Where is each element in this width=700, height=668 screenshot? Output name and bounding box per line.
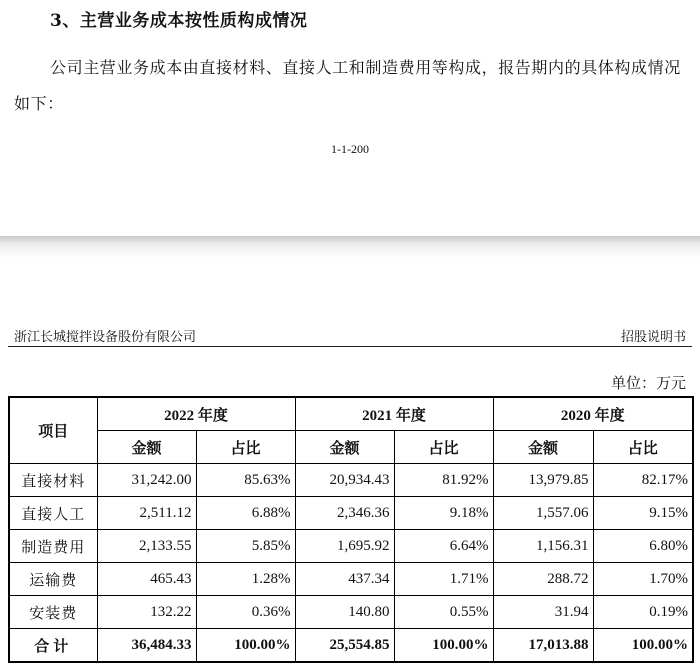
ratio-header: 占比	[593, 431, 693, 464]
ratio-cell: 100.00%	[593, 629, 693, 663]
amount-cell: 132.22	[97, 596, 196, 629]
amount-cell: 1,557.06	[493, 497, 593, 530]
table-row	[9, 464, 693, 497]
amount-cell: 2,511.12	[97, 497, 196, 530]
amount-cell: 31,242.00	[97, 464, 196, 497]
ratio-cell: 81.92%	[394, 464, 493, 497]
table-row	[9, 497, 693, 530]
row-item-label: 直接材料	[9, 464, 97, 497]
table-row	[9, 530, 693, 563]
amount-cell: 20,934.43	[295, 464, 394, 497]
ratio-cell: 9.15%	[593, 497, 693, 530]
amount-cell: 1,695.92	[295, 530, 394, 563]
table-row	[9, 629, 693, 663]
document-type: 招股说明书	[620, 330, 686, 345]
amount-cell: 437.34	[295, 563, 394, 596]
ratio-cell: 1.28%	[196, 563, 295, 596]
amount-cell: 465.43	[97, 563, 196, 596]
ratio-cell: 6.88%	[196, 497, 295, 530]
page-number: 1-1-200	[331, 142, 369, 156]
ratio-cell: 1.70%	[593, 563, 693, 596]
year-header: 2021 年度	[295, 397, 493, 431]
page-break	[0, 236, 700, 258]
ratio-header: 占比	[196, 431, 295, 464]
table-header-row	[9, 397, 693, 431]
ratio-cell: 6.64%	[394, 530, 493, 563]
ratio-cell: 85.63%	[196, 464, 295, 497]
year-header: 2020 年度	[493, 397, 693, 431]
ratio-cell: 1.71%	[394, 563, 493, 596]
ratio-cell: 6.80%	[593, 530, 693, 563]
amount-cell: 2,133.55	[97, 530, 196, 563]
row-item-label: 制造费用	[9, 530, 97, 563]
ratio-cell: 0.36%	[196, 596, 295, 629]
amount-cell: 25,554.85	[295, 629, 394, 663]
amount-cell: 17,013.88	[493, 629, 593, 663]
ratio-cell: 9.18%	[394, 497, 493, 530]
table-subheader-row	[9, 431, 693, 464]
amount-header: 金额	[295, 431, 394, 464]
ratio-cell: 100.00%	[394, 629, 493, 663]
amount-cell: 140.80	[295, 596, 394, 629]
intro-paragraph: 公司主营业务成本由直接材料、直接人工和制造费用等构成，报告期内的具体构成情况如下：	[14, 58, 681, 113]
ratio-cell: 5.85%	[196, 530, 295, 563]
table-row	[9, 596, 693, 629]
cost-composition-table	[8, 396, 694, 663]
row-item-label: 合计	[9, 629, 97, 663]
company-name: 浙江长城搅拌设备股份有限公司	[14, 330, 197, 345]
amount-cell: 13,979.85	[493, 464, 593, 497]
row-item-label: 安装费	[9, 596, 97, 629]
amount-cell: 1,156.31	[493, 530, 593, 563]
row-item-label: 运输费	[9, 563, 97, 596]
ratio-cell: 0.55%	[394, 596, 493, 629]
row-item-label: 直接人工	[9, 497, 97, 530]
table-row	[9, 563, 693, 596]
amount-cell: 31.94	[493, 596, 593, 629]
amount-cell: 36,484.33	[97, 629, 196, 663]
header-rule	[8, 346, 692, 347]
ratio-header: 占比	[394, 431, 493, 464]
previous-page	[0, 0, 700, 236]
ratio-cell: 0.19%	[593, 596, 693, 629]
amount-cell: 2,346.36	[295, 497, 394, 530]
section-heading: 3、主营业务成本按性质构成情况	[50, 11, 308, 31]
year-header: 2022 年度	[97, 397, 295, 431]
amount-cell: 288.72	[493, 563, 593, 596]
amount-header: 金额	[493, 431, 593, 464]
ratio-cell: 100.00%	[196, 629, 295, 663]
amount-header: 金额	[97, 431, 196, 464]
unit-label: 单位：万元	[610, 374, 686, 392]
ratio-cell: 82.17%	[593, 464, 693, 497]
item-header: 项目	[9, 397, 97, 464]
